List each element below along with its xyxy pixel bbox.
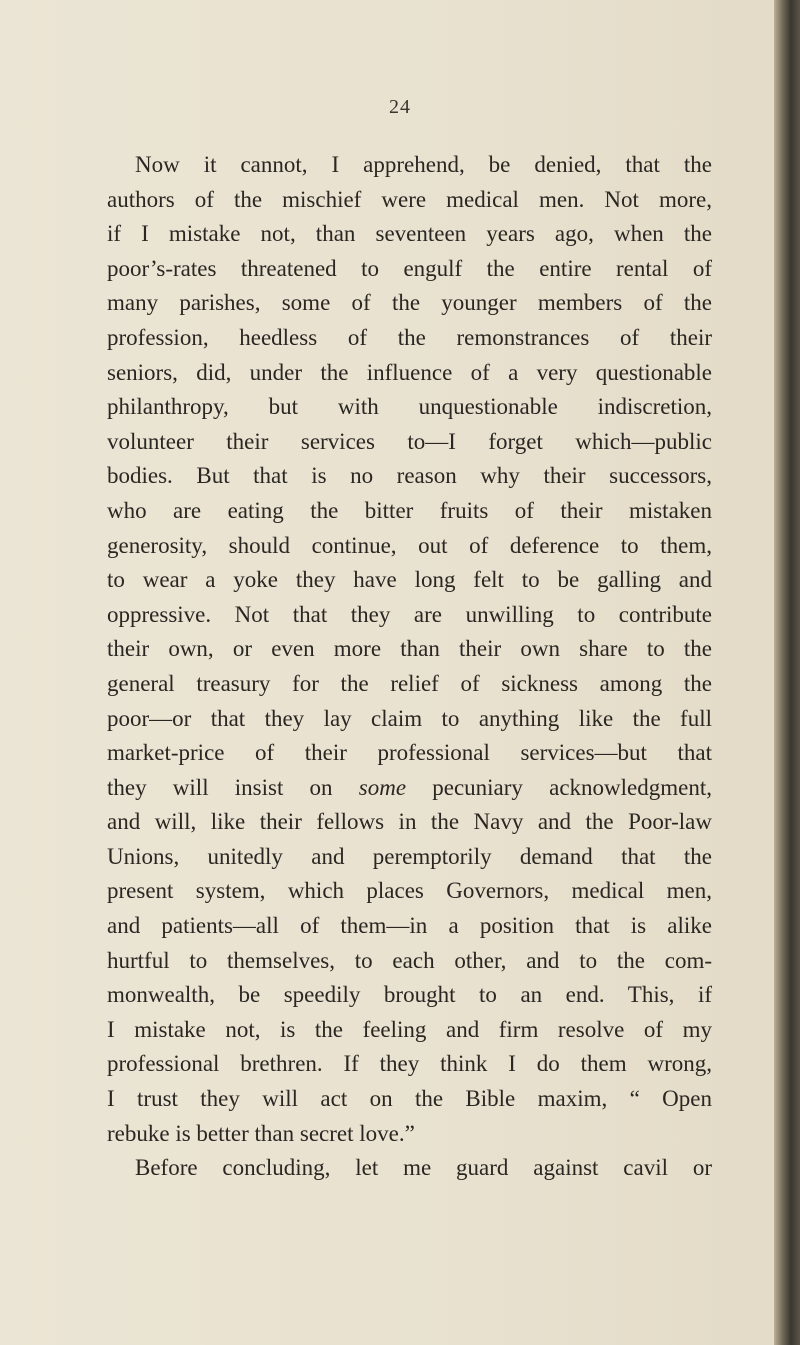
text-line: oppressive. Not that they are unwilling to contribute [107,601,712,627]
text-line: market-price of their professional services—but that [107,740,712,766]
text-run: they will insist on [107,774,359,800]
text-line: and patients—all of them—in a position that is alike [107,913,712,939]
text-line: their own, or even more than their own share to the [107,636,712,662]
text-line-with-emphasis [107,771,712,806]
page-number: 24 [389,96,411,118]
text-line: hurtful to themselves, to each other, and to the com- [107,947,712,973]
text-line: volunteer their services to—I forget which—public [107,428,712,454]
text-line: bodies. But that is no reason why their successors, [107,463,712,489]
text-line: I mistake not, is the feeling and firm resolve of my [107,1016,712,1042]
text-line: Before concluding, let me guard against cavil or [135,1155,712,1181]
text-line: Unions, unitedly and peremptorily demand that the [107,843,712,869]
text-line: philanthropy, but with unquestionable indiscretion, [107,394,712,420]
text-line: present system, which places Governors, medical men, [107,878,712,904]
text-line: rebuke is better than secret love.” [107,1120,415,1146]
page-edge-shadow [774,0,800,1345]
body-paragraph [107,148,712,1186]
text-line: general treasury for the relief of sickness among the [107,670,712,696]
text-line: monwealth, be speedily brought to an end. This, if [107,982,712,1008]
text-line: professional brethren. If they think I do them wrong, [107,1051,712,1077]
text-line: I trust they will act on the Bible maxim, “ Open [107,1086,712,1112]
text-line: Now it cannot, I apprehend, be denied, that the [135,152,712,177]
text-line: poor’s-rates threatened to engulf the entire rental of [107,255,712,281]
text-line: profession, heedless of the remonstrances of their [107,324,712,350]
text-line: if I mistake not, than seventeen years ago, when the [107,221,712,247]
text-line: authors of the mischief were medical men. Not more, [107,186,712,212]
text-line: and will, like their fellows in the Navy and the Poor-law [107,809,712,835]
emphasized-word: some [358,774,407,800]
text-line: many parishes, some of the younger members of the [107,290,712,316]
text-line: generosity, should continue, out of deference to them, [107,532,712,558]
text-run: pecuniary acknowledgment, [406,774,712,800]
text-line: to wear a yoke they have long felt to be galling and [107,567,712,593]
text-line: who are eating the bitter fruits of their mistaken [107,497,712,523]
text-line: seniors, did, under the influence of a very questionable [107,359,712,385]
text-line: poor—or that they lay claim to anything like the full [107,705,712,731]
